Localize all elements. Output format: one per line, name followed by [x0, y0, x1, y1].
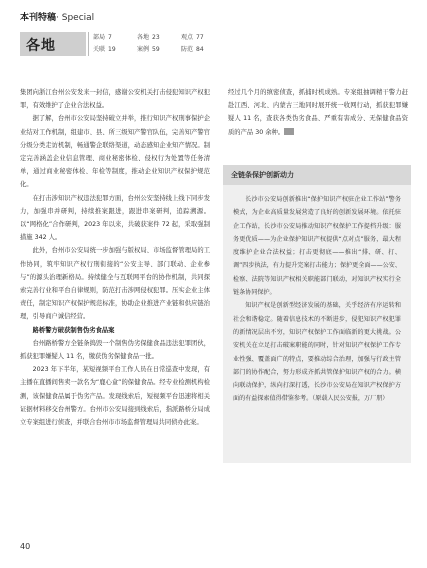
paragraph	[228, 86, 408, 139]
paragraph: 据了解，台州市公安局坚持破立并举，推行知识产权刑事保护企业结对工作机制，组建市、县、所三级知产警官队伍，完善知产警官分级分类走访机制，畅通警企联络渠道，动态感知企业知产情况。制定完善涵盖企业信息管理、商业秘密体检、侵权行为处置等任务清单，通过商业秘密体检、年检等制度，推动企业知识产权保护规范化。	[20, 115, 210, 189]
region-divider	[88, 32, 89, 56]
paragraph: 此外，台州市公安局统一步加强与版权局、市场监督管理局的工作协同，筑牢知识产权行刑衔接的“公安主导、部门联动、企业参与”的源头治理新格局。持续健全与互联网平台的协作机制，共同探索完善行业和平台自律规则，防范打击涉网侵权犯罪。压实企业主体责任，制定知识产权保护规范标准，协助企业推进产业链和供应链治理，引导商户诚信经营。	[20, 247, 210, 321]
section-subheading: 路桥警方破获制售伪劣食品案	[32, 326, 115, 334]
paragraph: 在打击涉知识产权违法犯罪方面，台州公安坚持线上线下同步发力，加强串并研判，持续推案跟进，跟进串案研判，追踪溯源。以“网格化”合作研判，2023 年以来，共破获案件 72 起，采取强制措施 342 人。	[20, 194, 210, 242]
tag-label: 各地	[137, 34, 150, 41]
tag-item[interactable]	[181, 32, 221, 44]
category-tags	[93, 32, 221, 56]
tag-item[interactable]	[137, 44, 177, 56]
tag-label: 部局	[93, 34, 106, 41]
sidebar-body	[233, 193, 401, 406]
sidebar-box	[223, 165, 411, 463]
end-mark-icon	[284, 128, 294, 135]
tag-item[interactable]	[93, 44, 133, 56]
paragraph: 2023 年下半年，某短视频平台工作人员在日常巡查中发现，有主播在直播间售卖一款名为“鹿心盒”的保健食品。经专业检测机构检测，该保健食品属于伪劣产品。发现线索后，短视频平台迅速将相关证据材料移交台州警方。台州市公安局接到线索后，指派路桥分局成立专案组进行侦查，并联合台州市市场监督管理局共同侦办此案。	[20, 366, 210, 427]
page-header	[20, 10, 94, 23]
tag-count: 59	[152, 46, 160, 53]
page-number: 40	[20, 542, 31, 551]
tag-item[interactable]	[137, 32, 177, 44]
tag-count: 19	[108, 46, 116, 53]
region-label-box	[20, 32, 86, 56]
paragraph: 长沙市公安局创新推出“保护知识产权驻企业工作站”警务模式，为企业高质量发展营造了良好的创新发展环境。依托驻企工作站，长沙市公安局推动知识产权保护工作提档升级：服务更优质——为企业保护知识产权提供“点对点”服务，最大程度维护企业合法权益；打击更彻底——推出“排、研、打、调”四步执法，有力提升完案打击能力；保护更全面——公安、检察、法院等知识产权相关职能部门联动，对知识产权实行全链条协同保护。	[233, 196, 401, 297]
tag-label: 防范	[181, 46, 194, 53]
tag-item[interactable]	[93, 32, 133, 44]
region-name: 各地	[26, 38, 56, 54]
left-article-column	[20, 86, 210, 429]
tag-count: 7	[108, 34, 112, 41]
paragraph: 集团向浙江台州公安发来一封信，感谢公安机关打击侵犯知识产权犯罪，有效维护了企业合法权益。	[20, 89, 210, 110]
tag-count: 23	[152, 34, 160, 41]
paragraph: 知识产权是创新型经济发展的基础，关乎经济有序运转和社会和谐稳定。随着信息技术的不断进步，侵犯知识产权犯罪的新情况层出不穷，知识产权保护工作面临新的更大挑战。公安机关在立足打击破案职能的同时，针对知识产权保护工作专业性强、覆盖面广的特点，要推动综合治理，加强与行政主管部门的协作配合，努力形成齐抓共管保护知识产权的合力。横向联动保护，纵向打深打透，长沙市公安局在知识产权保护方面的有益探索值得借鉴参考。（原载人民公安报，万厂朋）	[233, 302, 401, 403]
paragraph-text: 经过几个月的缜密侦查，抓捕时机成熟。专案组抽调精干警力赶赴江西、河北、内蒙古三地同时展开统一收网行动，抓获犯罪嫌疑人 11 名，查获各类伪劣食品、严重有害成分、无保健食品资质的产品 30 余种。	[228, 89, 408, 136]
sidebar-header	[223, 165, 411, 185]
tag-count: 84	[196, 46, 204, 53]
right-article-column	[228, 86, 408, 139]
header-title: 本刊特稿	[20, 13, 57, 23]
tag-label: 观点	[181, 34, 194, 41]
header-title-en: · Special	[56, 13, 95, 23]
sidebar-title: 全链条保护创新动力	[231, 171, 294, 179]
tag-label: 关联	[93, 46, 106, 53]
tag-item[interactable]	[181, 44, 221, 56]
paragraph: 台州路桥警方全链条捣毁一个制售伪劣保健食品违法犯罪团伙，抓获犯罪嫌疑人 11 名，缴获伪劣保健食品一批。	[20, 339, 210, 361]
tag-count: 77	[196, 34, 204, 41]
tag-label: 案例	[137, 46, 150, 53]
